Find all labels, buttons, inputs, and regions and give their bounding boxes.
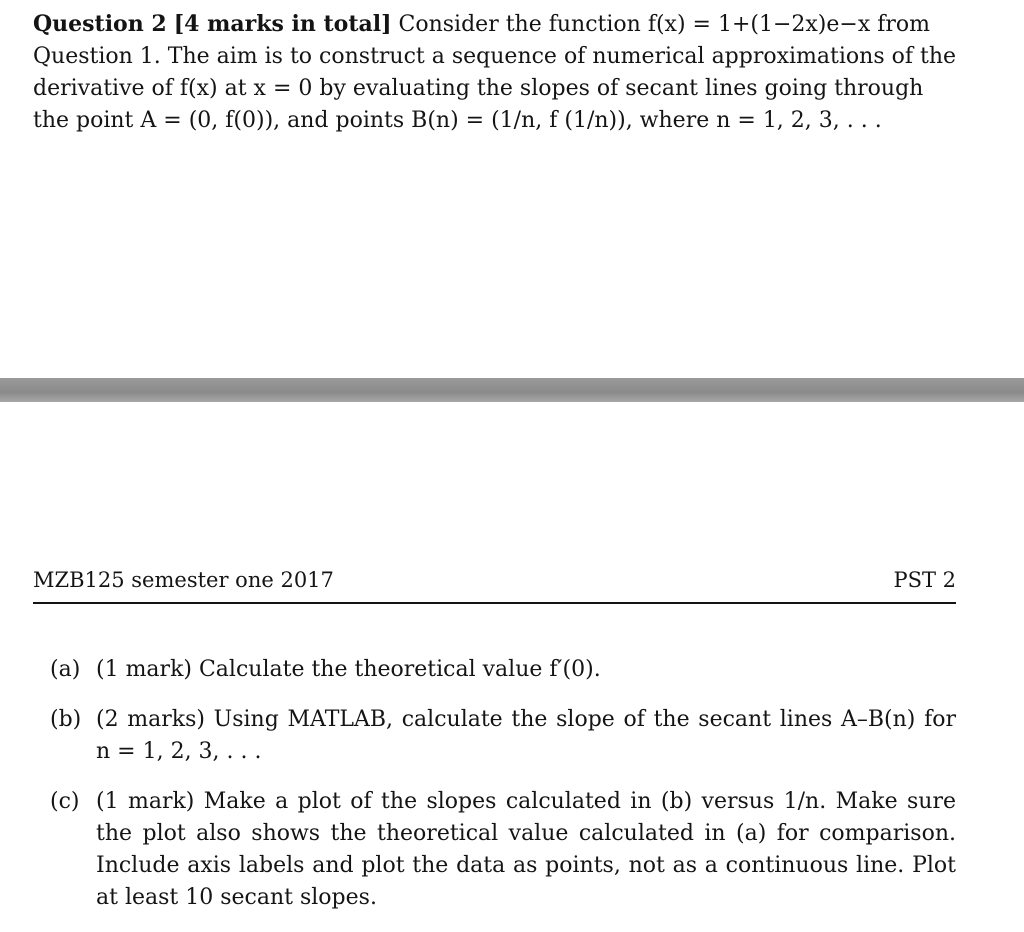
question-line-1 <box>33 8 957 41</box>
question-line-2: Question 1. The aim is to construct a sequence of numerical approximations of the <box>33 44 957 69</box>
course-semester-label: MZB125 semester one 2017 <box>33 568 334 592</box>
part-text: (1 mark) Make a plot of the slopes calculated in (b) versus 1/n. Make sure the plot also shows the theoretical value calculated in (a) for comparison. Include axis labels and plot the data as points, not as a continuous line. Plot at least 10 secant slopes. <box>96 789 956 910</box>
part-text: (1 mark) Calculate the theoretical value f′(0). <box>96 657 601 682</box>
question-line-1-text: Consider the function f(x) = 1+(1−2x)e−x from <box>391 12 931 37</box>
question-block <box>33 8 957 137</box>
part-c <box>50 786 956 914</box>
question-line-4: the point A = (0, f(0)), and points B(n) = (1/n, f (1/n)), where n = 1, 2, 3, . . . <box>33 108 882 133</box>
part-label: (c) <box>50 789 80 814</box>
sheet-label: PST 2 <box>893 568 956 592</box>
part-label: (a) <box>50 657 81 682</box>
part-text: (2 marks) Using MATLAB, calculate the slope of the secant lines A–B(n) for n = 1, 2, 3, . . . <box>96 707 956 764</box>
part-b <box>50 704 956 768</box>
part-label: (b) <box>50 707 82 732</box>
question-parts <box>50 654 956 932</box>
part-a <box>50 654 956 686</box>
question-marks: [4 marks in total] <box>173 11 392 37</box>
question-line-3: derivative of f(x) at x = 0 by evaluating the slopes of secant lines going through <box>33 76 924 101</box>
page-break-divider <box>0 378 1024 402</box>
question-heading: Question 2 <box>33 11 167 37</box>
page-header <box>33 566 956 604</box>
